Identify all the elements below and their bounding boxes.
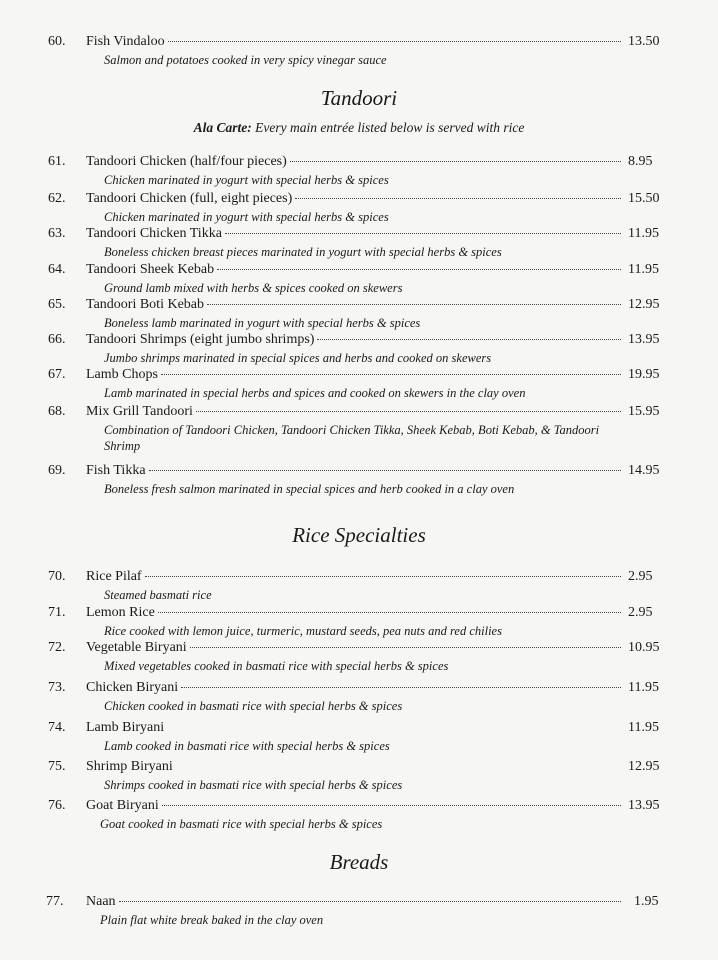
dot-leader	[149, 469, 621, 471]
item-name: Fish Tikka	[86, 463, 146, 478]
item-name: Mix Grill Tandoori	[86, 404, 193, 419]
item-number: 71.	[48, 605, 66, 620]
item-price: 15.95	[628, 404, 660, 419]
item-name-line	[86, 894, 621, 910]
dot-leader	[207, 303, 621, 305]
dot-leader	[162, 804, 621, 806]
item-price: 13.95	[628, 332, 660, 347]
item-name: Tandoori Boti Kebab	[86, 297, 204, 312]
item-price: 14.95	[628, 463, 660, 478]
item-description: Boneless chicken breast pieces marinated in yogurt with special herbs & spices	[104, 245, 502, 259]
item-name: Vegetable Biryani	[86, 640, 187, 655]
item-number: 67.	[48, 367, 66, 382]
item-number: 72.	[48, 640, 66, 655]
item-description: Salmon and potatoes cooked in very spicy vinegar sauce	[104, 53, 387, 67]
section-title-breads: Breads	[329, 850, 389, 874]
item-name: Lamb Chops	[86, 367, 158, 382]
item-name-line	[86, 605, 621, 621]
item-price: 15.50	[628, 191, 660, 206]
item-description: Steamed basmati rice	[104, 588, 212, 602]
item-price: 11.95	[628, 226, 659, 241]
item-name-line	[86, 463, 621, 479]
item-name: Tandoori Shrimps (eight jumbo shrimps)	[86, 332, 315, 347]
item-price: 12.95	[628, 297, 660, 312]
item-price: 10.95	[628, 640, 660, 655]
item-price: 12.95	[628, 759, 660, 774]
dot-leader	[167, 727, 621, 728]
item-number: 76.	[48, 798, 66, 813]
dot-leader	[290, 160, 621, 162]
item-description: Boneless fresh salmon marinated in special spices and herb cooked in a clay oven	[104, 482, 515, 496]
section-subtitle-tandoori	[0, 120, 718, 136]
dot-leader	[119, 900, 621, 902]
item-description: Mixed vegetables cooked in basmati rice with special herbs & spices	[104, 659, 449, 673]
item-number: 66.	[48, 332, 66, 347]
item-name-line	[86, 191, 621, 207]
dot-leader	[181, 686, 621, 688]
item-number: 62.	[48, 191, 66, 206]
item-description: Boneless lamb marinated in yogurt with special herbs & spices	[104, 316, 421, 330]
item-number: 65.	[48, 297, 66, 312]
item-price: 8.95	[628, 154, 653, 169]
item-price: 1.95	[634, 894, 659, 909]
item-description: Lamb cooked in basmati rice with special herbs & spices	[104, 739, 390, 753]
item-name: Shrimp Biryani	[86, 759, 173, 774]
item-number: 69.	[48, 463, 66, 478]
dot-leader	[196, 410, 621, 412]
item-number: 60.	[48, 34, 66, 49]
item-description: Chicken marinated in yogurt with special herbs & spices	[104, 173, 389, 187]
dot-leader	[217, 268, 621, 270]
item-number: 63.	[48, 226, 66, 241]
item-name: Naan	[86, 894, 116, 909]
item-name-line	[86, 154, 621, 170]
item-price: 19.95	[628, 367, 660, 382]
dot-leader	[158, 611, 621, 613]
item-description: Jumbo shrimps marinated in special spices and herbs and cooked on skewers	[104, 351, 492, 365]
item-description: Combination of Tandoori Chicken, Tandoori Chicken Tikka, Sheek Kebab, Boti Kebab, & Tandoori Shrimp	[104, 423, 600, 453]
item-name: Lamb Biryani	[86, 720, 165, 735]
item-price: 13.50	[628, 34, 660, 49]
item-price: 13.95	[628, 798, 660, 813]
dot-leader	[225, 232, 621, 234]
item-number: 68.	[48, 404, 66, 419]
item-name: Tandoori Sheek Kebab	[86, 262, 215, 277]
item-description: Ground lamb mixed with herbs & spices cooked on skewers	[104, 281, 403, 295]
section-title-tandoori: Tandoori	[320, 86, 398, 110]
item-name-line	[86, 759, 621, 775]
item-number: 64.	[48, 262, 66, 277]
item-name: Goat Biryani	[86, 798, 159, 813]
item-name-line	[86, 226, 621, 242]
item-description: Shrimps cooked in basmati rice with special herbs & spices	[104, 778, 403, 792]
item-name-line	[86, 640, 621, 656]
dot-leader	[161, 373, 621, 375]
item-price: 2.95	[628, 605, 653, 620]
item-price: 11.95	[628, 720, 659, 735]
item-name-line	[86, 720, 621, 736]
item-name: Tandoori Chicken (full, eight pieces)	[86, 191, 293, 206]
subtitle-text: Every main entrée listed below is served with rice	[255, 120, 525, 135]
item-name-line	[86, 680, 621, 696]
item-number: 61.	[48, 154, 66, 169]
item-name-line	[86, 297, 621, 313]
item-name-line	[86, 332, 621, 348]
item-description: Chicken marinated in yogurt with special herbs & spices	[104, 210, 389, 224]
dot-leader	[295, 197, 621, 199]
item-name-line	[86, 367, 621, 383]
item-price: 11.95	[628, 680, 659, 695]
item-description: Chicken cooked in basmati rice with special herbs & spices	[104, 699, 403, 713]
item-description: Lamb marinated in special herbs and spices and cooked on skewers in the clay oven	[104, 386, 526, 400]
dot-leader	[145, 575, 621, 577]
item-name: Chicken Biryani	[86, 680, 179, 695]
item-name: Tandoori Chicken (half/four pieces)	[86, 154, 287, 169]
dot-leader	[190, 646, 621, 648]
item-name: Lemon Rice	[86, 605, 155, 620]
item-name: Fish Vindaloo	[86, 34, 165, 49]
item-description: Rice cooked with lemon juice, turmeric, mustard seeds, pea nuts and red chilies	[104, 624, 502, 638]
item-name-line	[86, 569, 621, 585]
item-number: 77.	[46, 894, 64, 909]
item-number: 73.	[48, 680, 66, 695]
item-number: 70.	[48, 569, 66, 584]
item-number: 74.	[48, 720, 66, 735]
item-name-line	[86, 34, 621, 50]
item-name-line	[86, 404, 621, 420]
item-description: Goat cooked in basmati rice with special herbs & spices	[100, 817, 383, 831]
item-description: Plain flat white break baked in the clay oven	[100, 913, 324, 927]
section-title-rice: Rice Specialties	[292, 523, 426, 547]
subtitle-label: Ala Carte:	[193, 120, 252, 135]
item-name-line	[86, 798, 621, 814]
dot-leader	[317, 338, 621, 340]
dot-leader	[168, 40, 621, 42]
item-name: Tandoori Chicken Tikka	[86, 226, 222, 241]
dot-leader	[176, 766, 621, 767]
item-name-line	[86, 262, 621, 278]
item-name: Rice Pilaf	[86, 569, 142, 584]
item-number: 75.	[48, 759, 66, 774]
item-price: 11.95	[628, 262, 659, 277]
item-price: 2.95	[628, 569, 653, 584]
